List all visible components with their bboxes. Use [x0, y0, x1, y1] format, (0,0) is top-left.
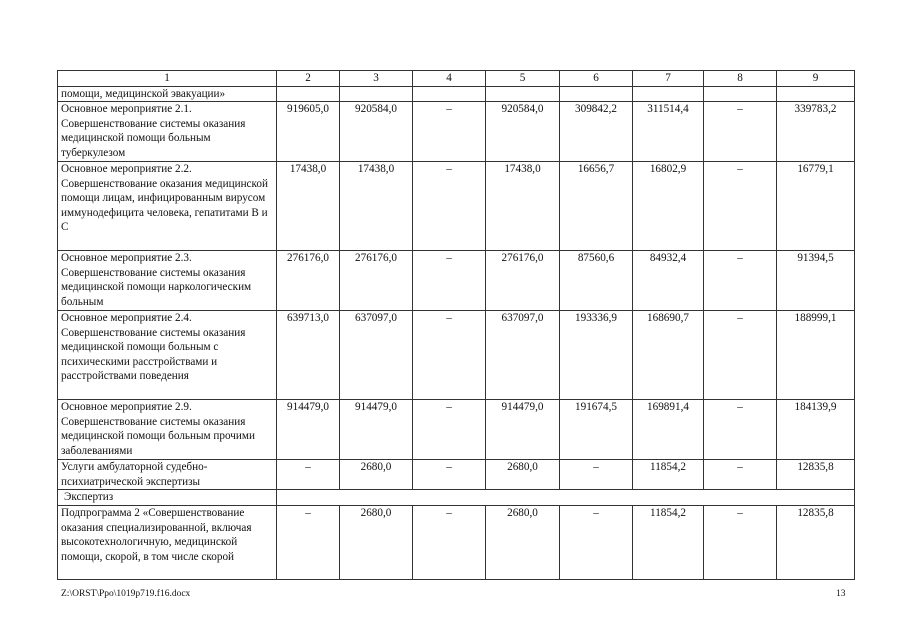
value-cell: –: [277, 460, 340, 490]
value-cell: 191674,5: [560, 400, 633, 460]
row-name-cell: Экспертиз: [58, 490, 277, 506]
value-cell: 12835,8: [777, 506, 855, 580]
row-name-cell: Услуги амбулаторной судебно-психиатрической экспертизы: [58, 460, 277, 490]
row-name-cell: помощи, медицинской эвакуации»: [58, 87, 277, 102]
table-row: [58, 102, 855, 162]
column-header-3: 3: [340, 71, 413, 87]
value-cell: 184139,9: [777, 400, 855, 460]
value-cell: –: [413, 311, 486, 400]
value-cell: 919605,0: [277, 102, 340, 162]
value-cell: 16779,1: [777, 162, 855, 251]
value-cell: 16802,9: [633, 162, 704, 251]
value-cell: 914479,0: [340, 400, 413, 460]
value-cell: 276176,0: [340, 251, 413, 311]
value-cell: –: [560, 460, 633, 490]
value-cell: –: [704, 460, 777, 490]
table-row: [58, 400, 855, 460]
value-cell: –: [704, 162, 777, 251]
value-cell: –: [704, 400, 777, 460]
table-row: [58, 506, 855, 580]
table-row: [58, 311, 855, 400]
value-cell: 87560,6: [560, 251, 633, 311]
value-cell: –: [413, 102, 486, 162]
value-cell: 920584,0: [486, 102, 560, 162]
value-cell: 169891,4: [633, 400, 704, 460]
column-header-5: 5: [486, 71, 560, 87]
row-name-cell: Основное мероприятие 2.2. Совершенствование оказания медицинской помощи лицам, инфицированным вирусом иммунодефицита человека, гепатитами В и С: [58, 162, 277, 251]
value-cell: [486, 87, 560, 102]
budget-table: [57, 70, 855, 580]
value-cell: –: [277, 506, 340, 580]
column-header-9: 9: [777, 71, 855, 87]
value-cell: [413, 87, 486, 102]
value-cell: 914479,0: [277, 400, 340, 460]
value-cell: [277, 490, 855, 506]
table-row: [58, 490, 855, 506]
column-header-1: 1: [58, 71, 277, 87]
value-cell: [277, 87, 340, 102]
value-cell: 2680,0: [486, 460, 560, 490]
table-row: [58, 87, 855, 102]
value-cell: –: [413, 251, 486, 311]
value-cell: [633, 87, 704, 102]
value-cell: 2680,0: [340, 506, 413, 580]
value-cell: 2680,0: [340, 460, 413, 490]
value-cell: [777, 87, 855, 102]
row-name-cell: Основное мероприятие 2.3. Совершенствование системы оказания медицинской помощи наркологическим больным: [58, 251, 277, 311]
value-cell: 11854,2: [633, 460, 704, 490]
row-name-cell: Основное мероприятие 2.9. Совершенствование системы оказания медицинской помощи больным прочими заболеваниями: [58, 400, 277, 460]
footer-file-path: Z:\ORST\Ppo\1019p719.f16.docx: [61, 589, 191, 599]
value-cell: 168690,7: [633, 311, 704, 400]
value-cell: –: [704, 102, 777, 162]
column-header-8: 8: [704, 71, 777, 87]
value-cell: –: [413, 162, 486, 251]
value-cell: –: [704, 311, 777, 400]
value-cell: 309842,2: [560, 102, 633, 162]
column-header-2: 2: [277, 71, 340, 87]
value-cell: 276176,0: [277, 251, 340, 311]
row-name-cell: Подпрограмма 2 «Совершенствование оказания специализированной, включая высокотехнологичную, медицинской помощи, скорой, в том числе скорой: [58, 506, 277, 580]
column-header-4: 4: [413, 71, 486, 87]
value-cell: 17438,0: [340, 162, 413, 251]
column-header-7: 7: [633, 71, 704, 87]
value-cell: 11854,2: [633, 506, 704, 580]
table-row: [58, 460, 855, 490]
column-header-6: 6: [560, 71, 633, 87]
value-cell: 84932,4: [633, 251, 704, 311]
value-cell: 12835,8: [777, 460, 855, 490]
value-cell: 339783,2: [777, 102, 855, 162]
value-cell: [704, 87, 777, 102]
value-cell: 16656,7: [560, 162, 633, 251]
value-cell: 637097,0: [340, 311, 413, 400]
value-cell: 17438,0: [486, 162, 560, 251]
value-cell: –: [413, 460, 486, 490]
footer-page-number: 13: [836, 589, 846, 599]
value-cell: 637097,0: [486, 311, 560, 400]
value-cell: 276176,0: [486, 251, 560, 311]
row-name-cell: Основное мероприятие 2.1. Совершенствование системы оказания медицинской помощи больным туберкулезом: [58, 102, 277, 162]
value-cell: –: [560, 506, 633, 580]
value-cell: –: [704, 506, 777, 580]
value-cell: 193336,9: [560, 311, 633, 400]
value-cell: 311514,4: [633, 102, 704, 162]
value-cell: –: [413, 400, 486, 460]
value-cell: [560, 87, 633, 102]
value-cell: 91394,5: [777, 251, 855, 311]
table-row: [58, 251, 855, 311]
table-header-row: [58, 71, 855, 87]
value-cell: –: [413, 506, 486, 580]
value-cell: [340, 87, 413, 102]
value-cell: 17438,0: [277, 162, 340, 251]
value-cell: 920584,0: [340, 102, 413, 162]
value-cell: 914479,0: [486, 400, 560, 460]
value-cell: 2680,0: [486, 506, 560, 580]
value-cell: –: [704, 251, 777, 311]
table-row: [58, 162, 855, 251]
row-name-cell: Основное мероприятие 2.4. Совершенствование системы оказания медицинской помощи больным с психическими расстройствами и расстройствами поведения: [58, 311, 277, 400]
value-cell: 188999,1: [777, 311, 855, 400]
value-cell: 639713,0: [277, 311, 340, 400]
